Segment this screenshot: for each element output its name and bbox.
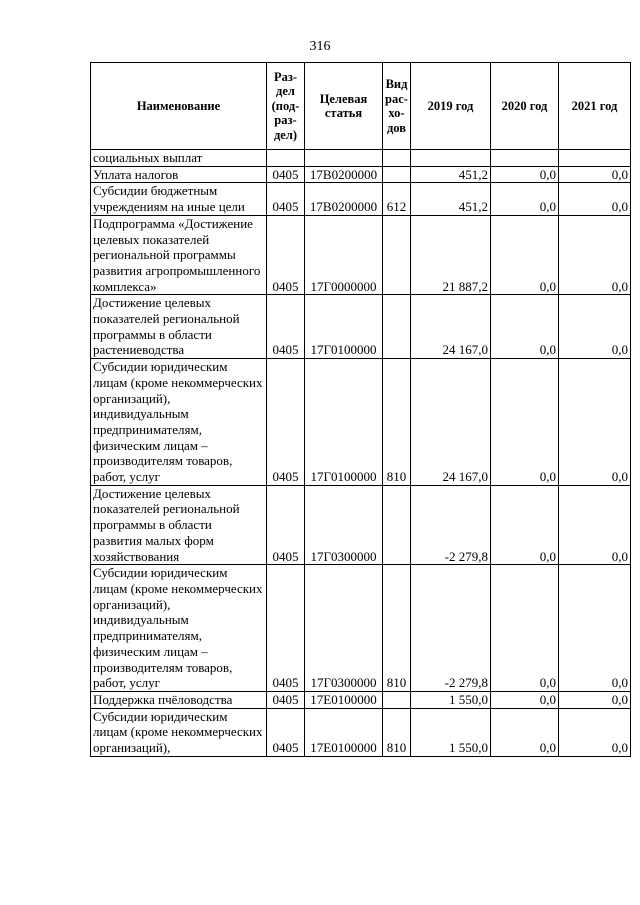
cell-2020: 0,0 [491, 295, 559, 359]
cell-expense-type: 612 [383, 183, 411, 215]
cell-name: Уплата налогов [91, 166, 267, 183]
cell-expense-type: 810 [383, 708, 411, 756]
table-row [91, 359, 631, 486]
table-row [91, 708, 631, 756]
cell-section: 0405 [267, 565, 305, 692]
cell-section: 0405 [267, 691, 305, 708]
cell-2021: 0,0 [559, 691, 631, 708]
cell-expense-type [383, 295, 411, 359]
cell-2019: 451,2 [411, 166, 491, 183]
cell-2020: 0,0 [491, 215, 559, 295]
table-row [91, 166, 631, 183]
cell-2019: 1 550,0 [411, 691, 491, 708]
cell-expense-type [383, 691, 411, 708]
cell-name: Субсидии бюджетным учреждениям на иные цели [91, 183, 267, 215]
table-header-row [91, 63, 631, 150]
cell-2019: 1 550,0 [411, 708, 491, 756]
cell-article: 17Е0100000 [305, 708, 383, 756]
cell-article [305, 150, 383, 167]
table-row [91, 691, 631, 708]
header-expense-type: Вид рас- хо- дов [383, 63, 411, 150]
header-2020: 2020 год [491, 63, 559, 150]
cell-section: 0405 [267, 166, 305, 183]
cell-expense-type [383, 215, 411, 295]
cell-article: 17Г0300000 [305, 485, 383, 565]
cell-name: Субсидии юридическим лицам (кроме некоммерческих организаций), индивидуальным предпринимателям, физическим лицам – производителям товаров, работ, услуг [91, 359, 267, 486]
cell-2019: 21 887,2 [411, 215, 491, 295]
cell-article: 17Г0100000 [305, 359, 383, 486]
cell-2020: 0,0 [491, 166, 559, 183]
cell-expense-type: 810 [383, 565, 411, 692]
cell-expense-type [383, 485, 411, 565]
table-body [91, 150, 631, 757]
cell-2021: 0,0 [559, 565, 631, 692]
cell-article: 17В0200000 [305, 166, 383, 183]
cell-name: Достижение целевых показателей региональной программы в области растениеводства [91, 295, 267, 359]
page-number: 316 [309, 39, 331, 54]
cell-name: Субсидии юридическим лицам (кроме некоммерческих организаций), [91, 708, 267, 756]
cell-2020: 0,0 [491, 485, 559, 565]
cell-2019: 451,2 [411, 183, 491, 215]
cell-2020: 0,0 [491, 565, 559, 692]
cell-section [267, 150, 305, 167]
table-row [91, 215, 631, 295]
cell-2020: 0,0 [491, 359, 559, 486]
table-row [91, 295, 631, 359]
cell-2021: 0,0 [559, 359, 631, 486]
cell-2020: 0,0 [491, 691, 559, 708]
cell-2021: 0,0 [559, 708, 631, 756]
table-row [91, 485, 631, 565]
cell-name: Подпрограмма «Достижение целевых показателей региональной программы развития агропромышленного комплекса» [91, 215, 267, 295]
cell-article: 17Г0100000 [305, 295, 383, 359]
cell-section: 0405 [267, 485, 305, 565]
cell-2021 [559, 150, 631, 167]
cell-2021: 0,0 [559, 295, 631, 359]
table-row [91, 565, 631, 692]
cell-2020 [491, 150, 559, 167]
cell-2020: 0,0 [491, 183, 559, 215]
cell-name: социальных выплат [91, 150, 267, 167]
header-2019: 2019 год [411, 63, 491, 150]
cell-article: 17Е0100000 [305, 691, 383, 708]
cell-article: 17Г0000000 [305, 215, 383, 295]
cell-2020: 0,0 [491, 708, 559, 756]
cell-section: 0405 [267, 295, 305, 359]
cell-2019 [411, 150, 491, 167]
cell-name: Субсидии юридическим лицам (кроме некоммерческих организаций), индивидуальным предпринимателям, физическим лицам – производителям товаров, работ, услуг [91, 565, 267, 692]
cell-2021: 0,0 [559, 485, 631, 565]
cell-name: Поддержка пчёловодства [91, 691, 267, 708]
cell-2021: 0,0 [559, 183, 631, 215]
cell-section: 0405 [267, 708, 305, 756]
header-2021: 2021 год [559, 63, 631, 150]
cell-section: 0405 [267, 183, 305, 215]
cell-2019: -2 279,8 [411, 565, 491, 692]
cell-2021: 0,0 [559, 215, 631, 295]
cell-section: 0405 [267, 215, 305, 295]
header-name: Наименование [91, 63, 267, 150]
cell-article: 17Г0300000 [305, 565, 383, 692]
cell-name: Достижение целевых показателей региональной программы в области развития малых форм хозяйствования [91, 485, 267, 565]
cell-article: 17В0200000 [305, 183, 383, 215]
cell-expense-type: 810 [383, 359, 411, 486]
header-section: Раз- дел (под- раз- дел) [267, 63, 305, 150]
header-article: Целевая статья [305, 63, 383, 150]
cell-2019: 24 167,0 [411, 295, 491, 359]
cell-expense-type [383, 150, 411, 167]
budget-table [90, 62, 631, 757]
cell-expense-type [383, 166, 411, 183]
table-row [91, 183, 631, 215]
cell-2019: 24 167,0 [411, 359, 491, 486]
cell-2021: 0,0 [559, 166, 631, 183]
cell-2019: -2 279,8 [411, 485, 491, 565]
table-row [91, 150, 631, 167]
cell-section: 0405 [267, 359, 305, 486]
